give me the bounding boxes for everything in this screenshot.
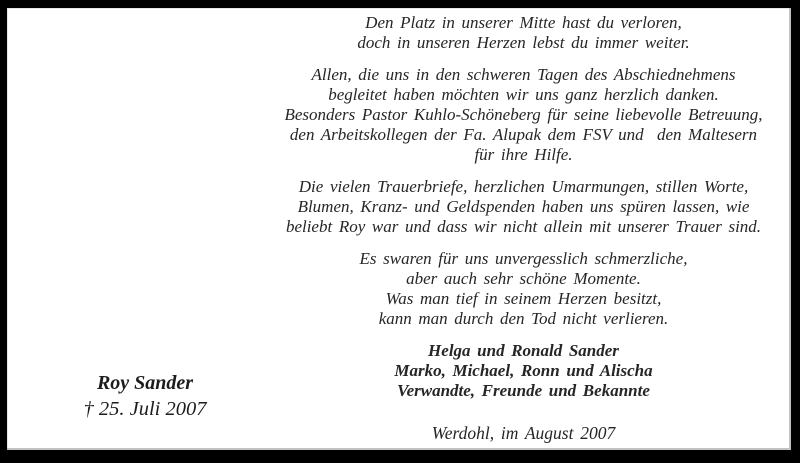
memory-line: aber auch sehr schöne Momente. bbox=[406, 269, 641, 288]
condolence-paragraph bbox=[256, 177, 791, 237]
deceased-name: Roy Sander bbox=[96, 372, 194, 394]
memorial-card bbox=[7, 8, 791, 450]
thanks-line: begleitet haben möchten wir uns ganz herzlich danken. bbox=[328, 85, 719, 104]
memory-verse bbox=[256, 249, 791, 329]
deceased-block bbox=[45, 370, 245, 422]
verse-line: Den Platz in unserer Mitte hast du verloren, bbox=[365, 13, 682, 32]
thanks-line: für ihre Hilfe. bbox=[474, 145, 573, 164]
thanks-line: den Arbeitskollegen der Fa. Alupak dem FSV und den Maltesern bbox=[289, 125, 758, 144]
family-names bbox=[256, 341, 791, 401]
memory-line: Was man tief in seinem Herzen besitzt, bbox=[385, 289, 662, 308]
thanks-paragraph bbox=[256, 65, 791, 165]
memory-line: Es swaren für uns unvergesslich schmerzliche, bbox=[359, 249, 688, 268]
condolence-line: Die vielen Trauerbriefe, herzlichen Umarmungen, stillen Worte, bbox=[298, 177, 749, 196]
condolence-line: Blumen, Kranz- und Geldspenden haben uns spüren lassen, wie bbox=[297, 197, 750, 216]
closing-place-date: Werdohl, im August 2007 bbox=[431, 423, 616, 443]
thanks-line: Allen, die uns in den schweren Tagen des Abschiednehmens bbox=[311, 65, 736, 84]
thanks-line: Besonders Pastor Kuhlo-Schöneberg für seine liebevolle Betreuung, bbox=[284, 105, 763, 124]
memorial-main-text bbox=[256, 13, 791, 443]
deceased-death-date: † 25. Juli 2007 bbox=[83, 398, 207, 420]
memory-line: kann man durch den Tod nicht verlieren. bbox=[378, 309, 669, 328]
opening-verse bbox=[256, 13, 791, 53]
family-name-line: Verwandte, Freunde und Bekannte bbox=[397, 381, 650, 400]
family-name-line: Helga und Ronald Sander bbox=[428, 341, 619, 360]
condolence-line: beliebt Roy war und dass wir nicht allein mit unserer Trauer sind. bbox=[285, 217, 762, 236]
family-name-line: Marko, Michael, Ronn und Alischa bbox=[394, 361, 653, 380]
verse-line: doch in unseren Herzen lebst du immer weiter. bbox=[357, 33, 690, 52]
